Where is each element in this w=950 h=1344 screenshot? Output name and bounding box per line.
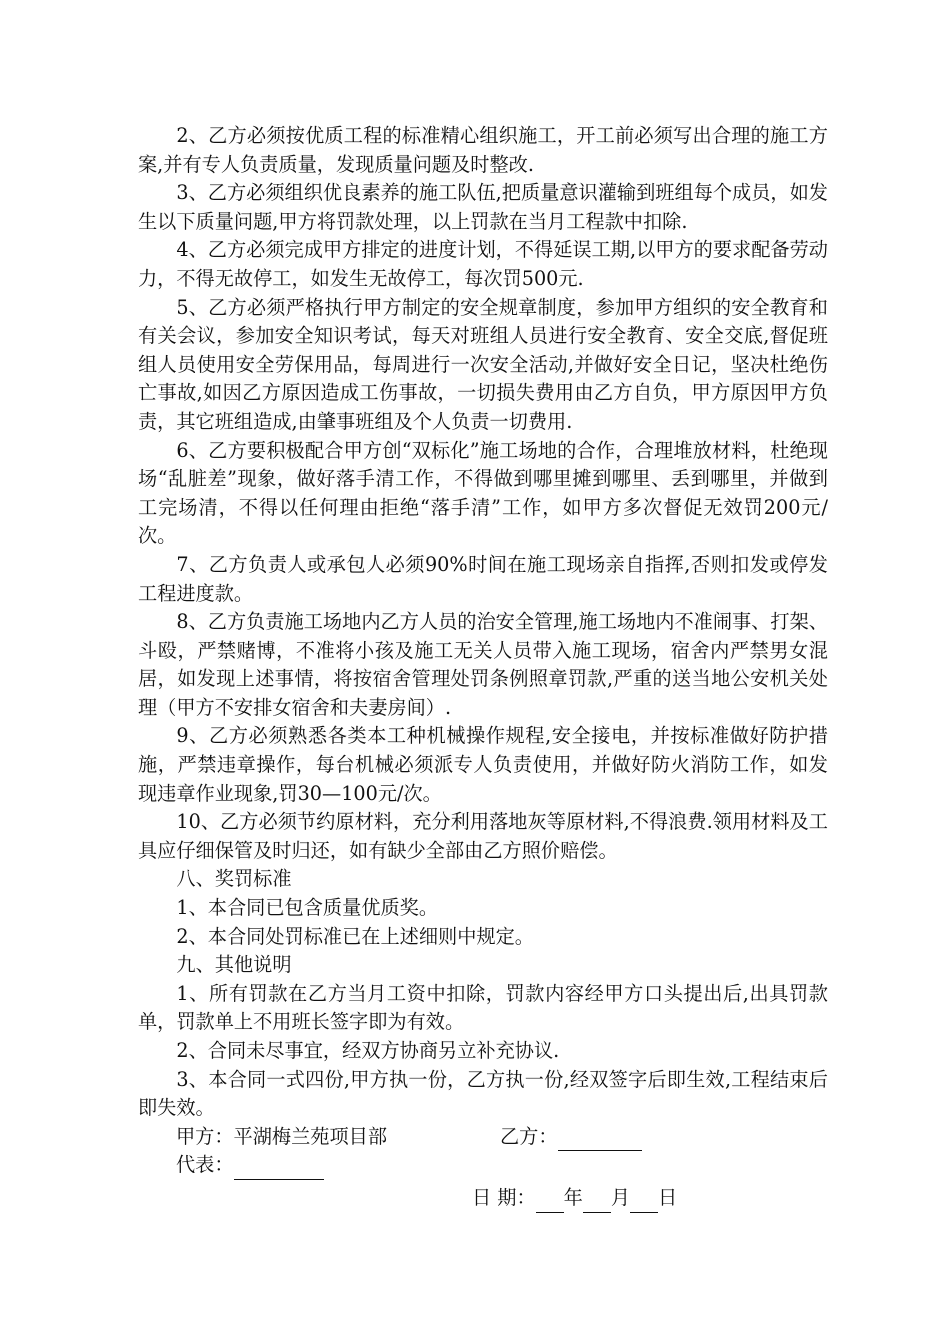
representative-blank (234, 1157, 324, 1180)
party-a-label: 甲方：平湖梅兰苑项目部 (176, 1124, 388, 1148)
month-blank (583, 1190, 611, 1213)
signature-row-representative (138, 1151, 828, 1180)
date-field (472, 1184, 677, 1213)
other-item-2: 2、合同未尽事宜，经双方协商另立补充协议. (176, 1039, 560, 1062)
day-blank (630, 1190, 658, 1213)
day-label: 日 (658, 1185, 678, 1209)
document-body (138, 122, 828, 1213)
paragraph-item-6: 6、乙方要积极配合甲方创“双标化”施工场地的合作，合理堆放材料，杜绝现场“乱脏差”现象，做好落手清工作，不得做到哪里摊到哪里、丢到哪里，并做到工完场清，不得以任何理由拒绝“落手清”工作，如甲方多次督促无效罚200元/次。 (138, 438, 828, 548)
year-label: 年 (563, 1185, 583, 1209)
year-blank (536, 1190, 564, 1213)
section-heading-rewards: 八、奖罚标准 (176, 867, 292, 891)
paragraph-item-9: 9、乙方必须熟悉各类本工种机械操作规程,安全接电，并按标准做好防护措施，严禁违章操作，每台机械必须派专人负责使用，并做好防火消防工作，如发现违章作业现象,罚30—100元/次。 (138, 724, 828, 805)
party-b-label: 乙方： (500, 1124, 558, 1148)
party-b-field (500, 1123, 642, 1152)
paragraph-item-10: 10、乙方必须节约原材料，充分利用落地灰等原材料,不得浪费.领用材料及工具应仔细保管及时归还，如有缺少全部由乙方照价赔偿。 (138, 810, 828, 862)
paragraph-item-2: 2、乙方必须按优质工程的标准精心组织施工，开工前必须写出合理的施工方案,并有专人负责质量，发现质量问题及时整改. (138, 124, 828, 176)
paragraph-item-7: 7、乙方负责人或承包人必须90%时间在施工现场亲自指挥,否则扣发或停发工程进度款。 (138, 552, 828, 605)
other-item-3: 3、本合同一式四份,甲方执一份，乙方执一份,经双签字后即生效,工程结束后即失效。 (138, 1067, 828, 1120)
signature-row-date (138, 1184, 828, 1213)
rewards-item-2: 2、本合同处罚标准已在上述细则中规定。 (176, 924, 534, 948)
month-label: 月 (610, 1185, 631, 1209)
rewards-item-1: 1、本合同已包含质量优质奖。 (176, 896, 439, 920)
other-item-1: 1、所有罚款在乙方当月工资中扣除，罚款内容经甲方口头提出后,出具罚款单，罚款单上不用班长签字即为有效。 (138, 981, 828, 1034)
paragraph-item-4: 4、乙方必须完成甲方排定的进度计划，不得延误工期,以甲方的要求配备劳动力，不得无故停工，如发生无故停工，每次罚500元. (138, 238, 828, 290)
paragraph-item-8: 8、乙方负责施工场地内乙方人员的治安全管理,施工场地内不准闹事、打架、斗殴，严禁赌博，不准将小孩及施工无关人员带入施工现场，宿舍内严禁男女混居，如发现上述事情，将按宿舍管理处罚条例照章罚款,严重的送当地公安机关处理（甲方不安排女宿舍和夫妻房间）. (138, 610, 828, 719)
paragraph-item-5: 5、乙方必须严格执行甲方制定的安全规章制度，参加甲方组织的安全教育和有关会议，参加安全知识考试，每天对班组人员进行安全教育、安全交底,督促班组人员使用安全劳保用品，每周进行一次安全活动,并做好安全日记，坚决杜绝伤亡事故,如因乙方原因造成工伤事故，一切损失费用由乙方自负，甲方原因甲方负责，其它班组造成,由肇事班组及个人负责一切费用. (138, 295, 828, 433)
representative-label: 代表： (176, 1153, 234, 1177)
signature-row-parties (138, 1123, 828, 1152)
party-b-blank (558, 1128, 642, 1151)
representative-field (176, 1151, 324, 1180)
paragraph-item-3: 3、乙方必须组织优良素养的施工队伍,把质量意识灌输到班组每个成员，如发生以下质量问题,甲方将罚款处理，以上罚款在当月工程款中扣除. (138, 181, 828, 233)
date-label: 日 期： (472, 1185, 536, 1209)
section-heading-other: 九、其他说明 (176, 953, 292, 977)
